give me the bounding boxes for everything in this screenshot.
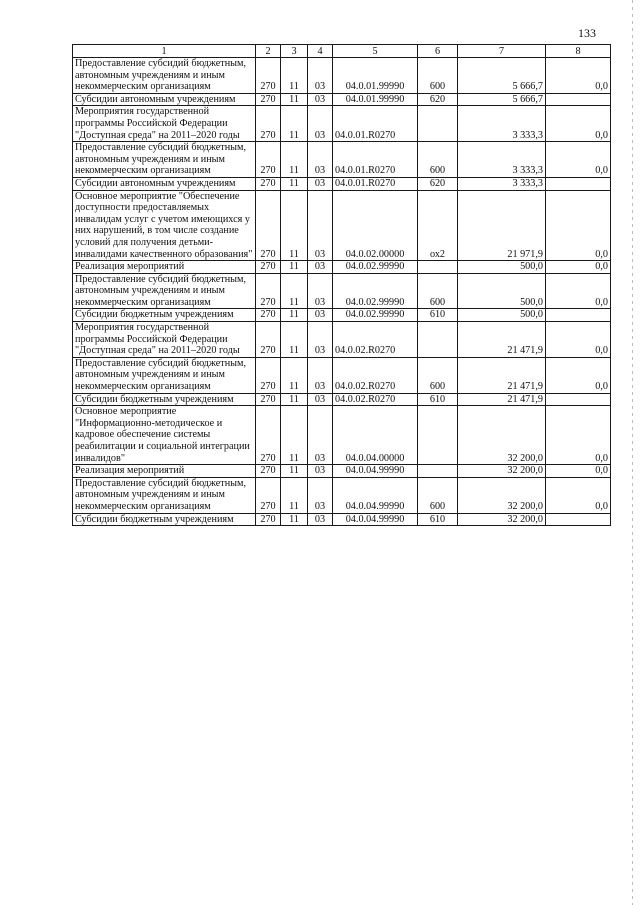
cell-expense-type [418,106,458,142]
cell-section: 11 [281,58,308,94]
row-name: Субсидии автономным учреждениям [73,177,256,190]
cell-subsection: 03 [308,93,333,106]
cell-amount: 3 333,3 [458,177,546,190]
table-row [73,93,611,106]
cell-amount-2 [546,513,611,526]
row-name: Предоставление субсидий бюджетным, автономным учреждениям и иным некоммерческим организациям [73,357,256,393]
table-row [73,477,611,513]
cell-amount: 3 333,3 [458,142,546,178]
table-row [73,106,611,142]
cell-amount-2 [546,393,611,406]
cell-subsection: 03 [308,142,333,178]
cell-subsection: 03 [308,477,333,513]
row-name: Мероприятия государственной программы Российской Федерации "Доступная среда" на 2011–2020 годы [73,106,256,142]
cell-code: 270 [256,58,281,94]
cell-section: 11 [281,177,308,190]
cell-target-article: 04.0.01.99990 [333,58,418,94]
cell-section: 11 [281,406,308,465]
cell-subsection: 03 [308,309,333,322]
cell-code: 270 [256,477,281,513]
column-header: 3 [281,45,308,58]
cell-target-article: 04.0.02.R0270 [333,322,418,358]
cell-amount: 5 666,7 [458,58,546,94]
cell-amount-2: 0,0 [546,477,611,513]
cell-amount: 21 471,9 [458,357,546,393]
table-row [73,393,611,406]
table-row [73,406,611,465]
cell-target-article: 04.0.02.R0270 [333,357,418,393]
cell-code: 270 [256,513,281,526]
cell-section: 11 [281,190,308,261]
cell-code: 270 [256,322,281,358]
column-header: 2 [256,45,281,58]
cell-amount-2: 0,0 [546,106,611,142]
table-row [73,357,611,393]
cell-code: 270 [256,106,281,142]
column-header: 6 [418,45,458,58]
table-row [73,190,611,261]
cell-target-article: 04.0.02.99990 [333,273,418,309]
cell-section: 11 [281,309,308,322]
table-row [73,513,611,526]
cell-amount-2: 0,0 [546,357,611,393]
table-row [73,142,611,178]
cell-target-article: 04.0.01.99990 [333,93,418,106]
cell-code: 270 [256,393,281,406]
cell-section: 11 [281,322,308,358]
cell-target-article: 04.0.01.R0270 [333,106,418,142]
cell-target-article: 04.0.01.R0270 [333,142,418,178]
table-row [73,322,611,358]
cell-amount: 500,0 [458,273,546,309]
cell-code: 270 [256,93,281,106]
column-header: 8 [546,45,611,58]
cell-code: 270 [256,273,281,309]
cell-subsection: 03 [308,273,333,309]
cell-expense-type: 600 [418,58,458,94]
cell-amount: 500,0 [458,261,546,274]
column-header: 5 [333,45,418,58]
cell-code: 270 [256,406,281,465]
row-name: Реализация мероприятий [73,261,256,274]
cell-expense-type [418,406,458,465]
table-row [73,58,611,94]
cell-amount: 21 471,9 [458,393,546,406]
cell-expense-type: 600 [418,477,458,513]
cell-amount-2: 0,0 [546,273,611,309]
cell-amount: 5 666,7 [458,93,546,106]
cell-expense-type: 620 [418,177,458,190]
cell-target-article: 04.0.04.99990 [333,513,418,526]
cell-amount-2 [546,309,611,322]
cell-section: 11 [281,106,308,142]
column-header: 4 [308,45,333,58]
cell-subsection: 03 [308,322,333,358]
cell-expense-type [418,261,458,274]
cell-code: 270 [256,177,281,190]
cell-subsection: 03 [308,58,333,94]
cell-amount-2 [546,177,611,190]
cell-subsection: 03 [308,406,333,465]
cell-expense-type: 600 [418,273,458,309]
cell-code: 270 [256,142,281,178]
cell-target-article: 04.0.04.99990 [333,477,418,513]
cell-amount-2 [546,93,611,106]
cell-section: 11 [281,273,308,309]
cell-amount: 21 471,9 [458,322,546,358]
table-row [73,261,611,274]
cell-section: 11 [281,357,308,393]
cell-expense-type [418,465,458,478]
cell-amount-2: 0,0 [546,190,611,261]
row-name: Основное мероприятие "Информационно-методическое и кадровое обеспечение системы реабилитации и социальной интеграции инвалидов" [73,406,256,465]
cell-expense-type: 610 [418,393,458,406]
row-name: Предоставление субсидий бюджетным, автономным учреждениям и иным некоммерческим организациям [73,477,256,513]
cell-section: 11 [281,142,308,178]
page-number: 133 [578,26,596,40]
row-name: Субсидии бюджетным учреждениям [73,513,256,526]
cell-amount-2: 0,0 [546,406,611,465]
cell-target-article: 04.0.02.99990 [333,309,418,322]
row-name: Субсидии автономным учреждениям [73,93,256,106]
cell-subsection: 03 [308,465,333,478]
column-header: 1 [73,45,256,58]
cell-target-article: 04.0.02.R0270 [333,393,418,406]
table-row [73,273,611,309]
cell-target-article: 04.0.02.00000 [333,190,418,261]
row-name: Мероприятия государственной программы Российской Федерации "Доступная среда" на 2011–2020 годы [73,322,256,358]
cell-amount: 21 971,9 [458,190,546,261]
cell-section: 11 [281,513,308,526]
cell-expense-type: 600 [418,357,458,393]
header-row [73,45,611,58]
cell-section: 11 [281,393,308,406]
cell-section: 11 [281,465,308,478]
cell-subsection: 03 [308,393,333,406]
cell-amount-2: 0,0 [546,465,611,478]
table-row [73,177,611,190]
row-name: Предоставление субсидий бюджетным, автономным учреждениям и иным некоммерческим организациям [73,58,256,94]
cell-code: 270 [256,261,281,274]
cell-expense-type: 610 [418,513,458,526]
cell-code: 270 [256,465,281,478]
cell-section: 11 [281,477,308,513]
row-name: Предоставление субсидий бюджетным, автономным учреждениям и иным некоммерческим организациям [73,273,256,309]
cell-subsection: 03 [308,106,333,142]
cell-amount: 32 200,0 [458,513,546,526]
cell-code: 270 [256,309,281,322]
row-name: Субсидии бюджетным учреждениям [73,309,256,322]
cell-section: 11 [281,261,308,274]
cell-amount-2: 0,0 [546,58,611,94]
row-name: Основное мероприятие "Обеспечение доступности предоставляемых инвалидам услуг с учетом имеющихся у них нарушений, в том числе создание условий для получения детьми-инвалидами качественного образования" [73,190,256,261]
cell-amount: 3 333,3 [458,106,546,142]
cell-target-article: 04.0.01.R0270 [333,177,418,190]
cell-subsection: 03 [308,177,333,190]
cell-amount: 32 200,0 [458,406,546,465]
cell-subsection: 03 [308,513,333,526]
cell-subsection: 03 [308,357,333,393]
cell-section: 11 [281,93,308,106]
table-row [73,309,611,322]
cell-expense-type [418,322,458,358]
column-header: 7 [458,45,546,58]
cell-amount-2: 0,0 [546,142,611,178]
cell-amount: 32 200,0 [458,465,546,478]
table-row [73,465,611,478]
cell-subsection: 03 [308,261,333,274]
cell-expense-type: 600 [418,142,458,178]
cell-amount: 500,0 [458,309,546,322]
cell-amount: 32 200,0 [458,477,546,513]
cell-expense-type: 620 [418,93,458,106]
row-name: Предоставление субсидий бюджетным, автономным учреждениям и иным некоммерческим организациям [73,142,256,178]
cell-code: 270 [256,190,281,261]
budget-table [72,44,611,526]
cell-target-article: 04.0.04.99990 [333,465,418,478]
scan-edge-line [632,0,633,905]
cell-amount-2: 0,0 [546,261,611,274]
row-name: Реализация мероприятий [73,465,256,478]
cell-code: 270 [256,357,281,393]
cell-target-article: 04.0.02.99990 [333,261,418,274]
cell-expense-type: ох2 [418,190,458,261]
row-name: Субсидии бюджетным учреждениям [73,393,256,406]
cell-target-article: 04.0.04.00000 [333,406,418,465]
cell-amount-2: 0,0 [546,322,611,358]
cell-subsection: 03 [308,190,333,261]
cell-expense-type: 610 [418,309,458,322]
